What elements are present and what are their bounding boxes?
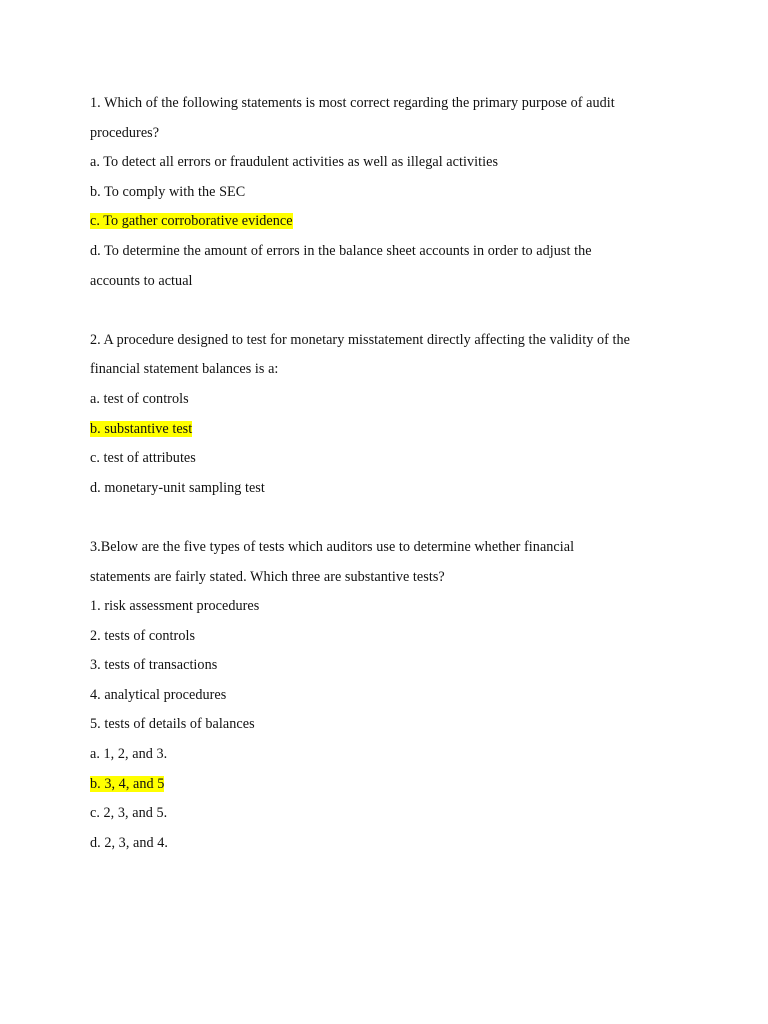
question-1-stem-line-1: 1. Which of the following statements is most correct regarding the primary purpose of audit xyxy=(90,95,615,111)
question-1-option-b: b. To comply with the SEC xyxy=(90,183,246,200)
question-2-option-d: d. monetary-unit sampling test xyxy=(90,479,265,496)
question-2-option-b xyxy=(90,415,690,445)
question-3-stem-line-2: statements are fairly stated. Which three are substantive tests? xyxy=(90,568,445,585)
question-2-option-a: a. test of controls xyxy=(90,390,189,407)
question-1-option-a: a. To detect all errors or fraudulent activities as well as illegal activities xyxy=(90,154,499,171)
question-1-option-d-line-2: accounts to actual xyxy=(90,272,193,289)
paragraph-spacer xyxy=(90,503,690,533)
question-3-item-3: 3. tests of transactions xyxy=(90,657,218,674)
question-1-option-c xyxy=(90,207,690,237)
question-1-stem-line-2: procedures? xyxy=(90,124,160,141)
question-3-option-a: a. 1, 2, and 3. xyxy=(90,746,168,763)
document-body xyxy=(90,89,690,858)
question-3-item-1: 1. risk assessment procedures xyxy=(90,598,260,615)
question-3-option-c: c. 2, 3, and 5. xyxy=(90,805,168,822)
question-3-option-b xyxy=(90,770,690,800)
question-3-item-2: 2. tests of controls xyxy=(90,627,196,644)
question-3-answer-highlight: b. 3, 4, and 5 xyxy=(90,775,165,792)
question-2-stem-line-2: financial statement balances is a: xyxy=(90,361,279,378)
question-3-stem-line-1: 3.Below are the five types of tests which auditors use to determine whether financial xyxy=(90,538,575,555)
question-2-option-c: c. test of attributes xyxy=(90,450,196,467)
question-2-answer-highlight: b. substantive test xyxy=(90,420,193,437)
question-1-option-d-line-1: d. To determine the amount of errors in the balance sheet accounts in order to adjust the xyxy=(90,242,592,259)
question-3 xyxy=(90,533,690,859)
question-3-item-4: 4. analytical procedures xyxy=(90,686,227,703)
question-3-item-5: 5. tests of details of balances xyxy=(90,716,255,733)
question-1 xyxy=(90,89,690,296)
question-3-option-d: d. 2, 3, and 4. xyxy=(90,834,168,851)
question-2-stem-line-1: 2. A procedure designed to test for monetary misstatement directly affecting the validity of the xyxy=(90,331,630,348)
paragraph-spacer xyxy=(90,296,690,326)
question-2 xyxy=(90,326,690,504)
question-1-answer-highlight: c. To gather corroborative evidence xyxy=(90,213,293,230)
